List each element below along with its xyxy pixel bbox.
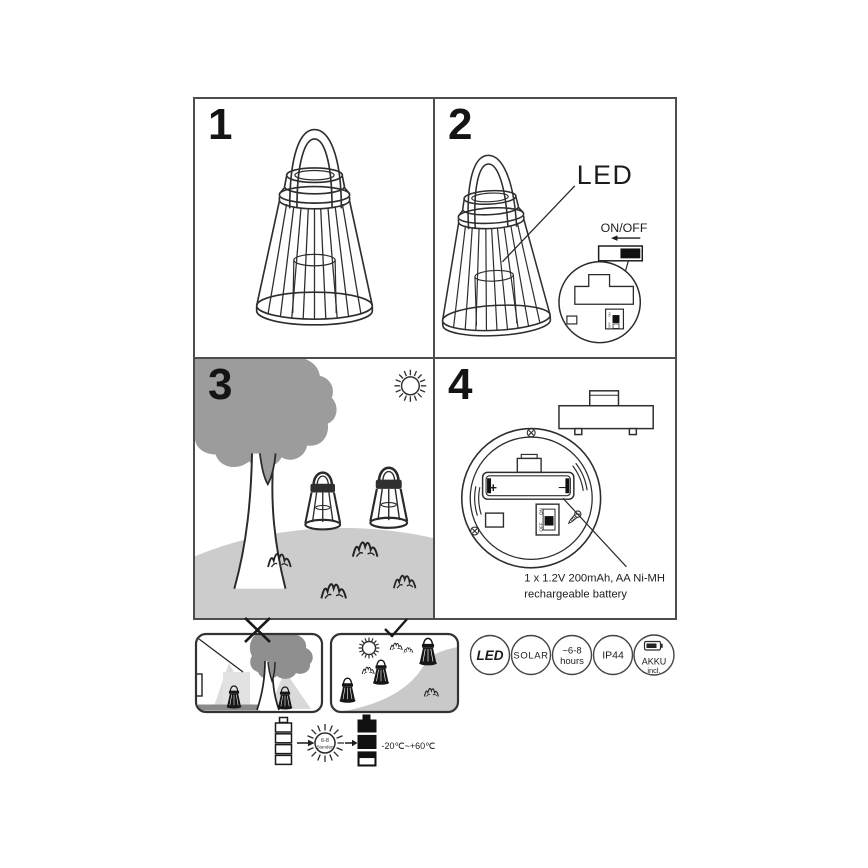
onoff-switch [599,246,643,261]
badge-akku [634,635,674,675]
onoff-label: ON/OFF [600,221,648,236]
lantern-illustration [370,467,407,527]
badge-led [471,636,510,675]
badge-ip44 [594,636,633,675]
empty-battery-icon [276,718,292,765]
step-panel-2 [435,99,675,359]
badge-akku-line1: AKKU [641,656,667,667]
sun-icon [359,638,380,659]
screw-icon [471,527,479,535]
lantern-silhouette [419,638,437,665]
lantern-silhouette [373,660,389,685]
badge-hours-line2: hours [560,656,584,667]
grass-tuft [390,643,402,650]
temperature-range-label: -20℃~+60℃ [381,741,436,751]
badge-led-label: LED [476,648,504,663]
sun-icon [394,369,426,401]
step-grid [193,97,677,620]
svg-text:OFF: OFF [607,321,612,328]
screw-icon [527,428,535,436]
step-number-4: 4 [448,359,472,409]
badge-ip44-label: IP44 [602,649,624,662]
grass-tuft [404,648,413,653]
svg-text:ON: ON [538,507,544,515]
sun-hours-line2: Stunden [316,744,334,750]
svg-text:ON: ON [607,312,612,317]
badge-solar [512,636,551,675]
battery-plus-label: + [489,479,498,495]
charging-sequence [276,715,436,767]
battery-cover-side-view [559,390,653,434]
tree-foliage [250,635,313,679]
tree-trunk [234,453,285,588]
lantern-illustration [435,153,551,339]
battery-note-line1: 1 x 1.2V 200mAh, AA Ni-MH [524,572,665,585]
hill [337,647,458,712]
onoff-arrow [611,235,640,241]
lantern-silhouette [340,678,356,703]
correct-placement-panel [331,619,458,712]
footer-strip [185,615,695,785]
battery-note-line2: rechargeable battery [524,588,628,601]
step-number-1: 1 [208,100,232,149]
step-panel-3 [195,359,435,619]
sun-hours-line1: 6-8 [321,738,329,744]
badge-akku-line2: incl. [647,666,661,675]
wall-corner-line [199,639,243,672]
step-number-3: 3 [208,359,232,409]
base-detail-circle [559,262,640,343]
feature-badges [471,635,675,675]
lantern-illustration [257,130,373,325]
grass-tuft [362,667,374,674]
full-battery-icon [358,715,377,767]
ground-mound [195,528,433,618]
battery-minus-label: − [557,480,567,497]
step-number-2: 2 [448,100,472,149]
step-panel-4 [435,359,675,619]
battery-icon [645,642,663,651]
svg-text:OFF: OFF [538,521,544,532]
charging-sun-icon [306,724,344,762]
badge-solar-label: SOLAR [513,650,549,662]
arrow-right-icon [345,740,358,746]
wrong-placement-panel [194,618,322,712]
step-panel-1 [195,99,435,359]
badge-hours [553,636,592,675]
lantern-illustration [305,472,340,529]
led-label: LED [576,159,634,190]
lantern-base-view [462,428,601,567]
badge-hours-line1: ~6-8 [562,645,582,657]
